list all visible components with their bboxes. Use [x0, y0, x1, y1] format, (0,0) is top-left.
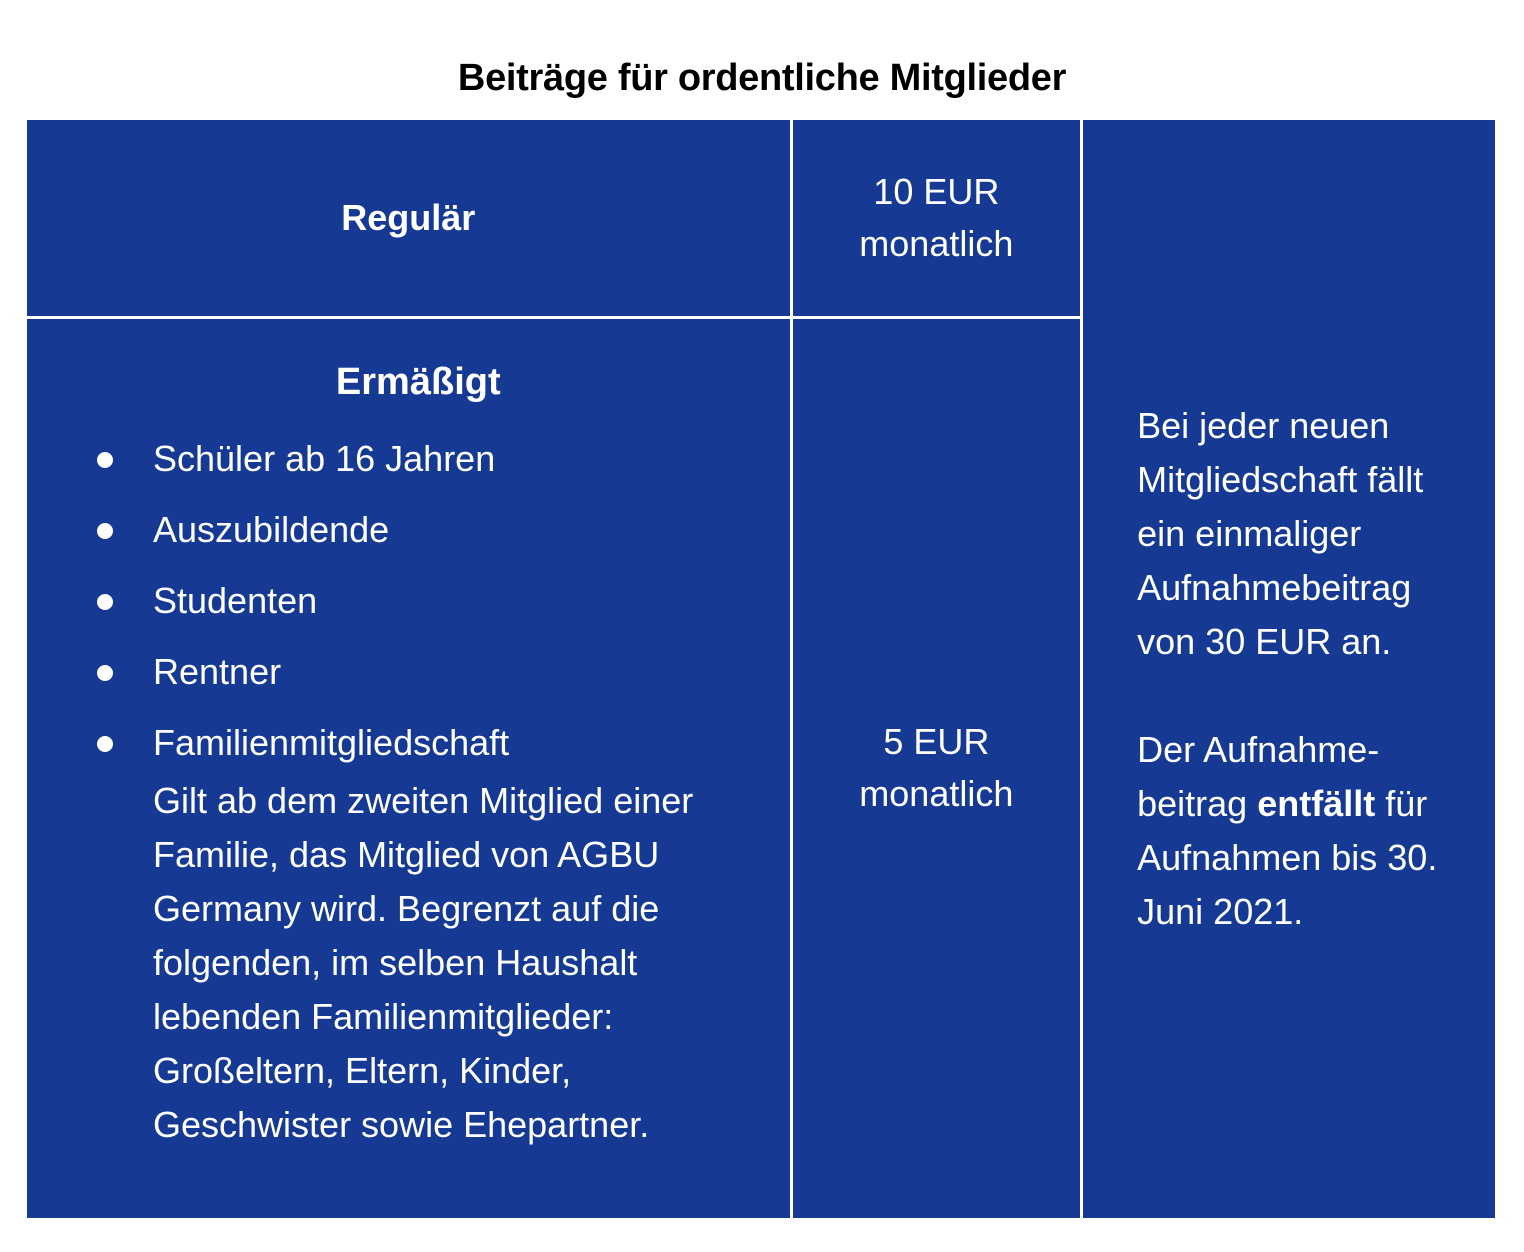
list-item: [87, 433, 750, 485]
list-item: [87, 504, 750, 556]
admission-waiver-note: [1137, 723, 1475, 939]
bullet-icon: [97, 665, 113, 681]
page-title: Beiträge für ordentliche Mitglieder: [457, 57, 1067, 100]
list-item-text: Schüler ab 16 Jahren: [153, 437, 496, 479]
bullet-icon: [97, 736, 113, 752]
family-membership-note: Gilt ab dem zweiten Mitglied einer Familie, das Mitglied von AGBU Germany wird. Begrenzt auf die folgenden, im selben Haushalt lebenden Familienmitglieder: Großeltern, Eltern, Kinder, Geschwister sowie Ehepartner.: [153, 779, 694, 1145]
reduced-label: Ermäßigt: [335, 360, 501, 403]
reduced-price: [791, 317, 1082, 1219]
bullet-icon: [97, 594, 113, 610]
waiver-emphasis: entfällt: [1257, 783, 1376, 824]
bullet-icon: [97, 523, 113, 539]
regular-price-period: monatlich: [859, 222, 1014, 264]
admission-fee-note: Bei jeder neuen Mitgliedschaft fällt ein einmaliger Aufnahmebeitrag von 30 EUR an.: [1137, 405, 1424, 662]
reduced-label-cell: [26, 317, 792, 1219]
list-item: [87, 646, 750, 698]
reduced-price-amount: 5 EUR: [883, 721, 990, 763]
list-item-text: Familienmitgliedschaft: [153, 721, 510, 763]
list-item-text: Studenten: [153, 579, 318, 621]
waiver-text-before: Der Aufnahme- beitrag: [1137, 729, 1380, 824]
list-item: [87, 717, 750, 769]
waiver-text-after: für Aufnahmen bis 30. Juni 2021.: [1137, 783, 1438, 932]
regular-label: Regulär: [26, 119, 792, 318]
list-item: [87, 575, 750, 627]
membership-fees-table: [24, 117, 1498, 1221]
bullet-icon: [97, 452, 113, 468]
regular-price: [791, 119, 1082, 318]
regular-price-amount: 10 EUR: [873, 170, 1000, 212]
list-item-text: Auszubildende: [153, 508, 390, 550]
list-item-text: Rentner: [153, 650, 282, 692]
reduced-eligibility-list: [87, 433, 750, 769]
reduced-price-period: monatlich: [859, 773, 1014, 815]
regular-fee-row: [26, 119, 1497, 318]
admission-fee-note-cell: [1082, 119, 1497, 1220]
